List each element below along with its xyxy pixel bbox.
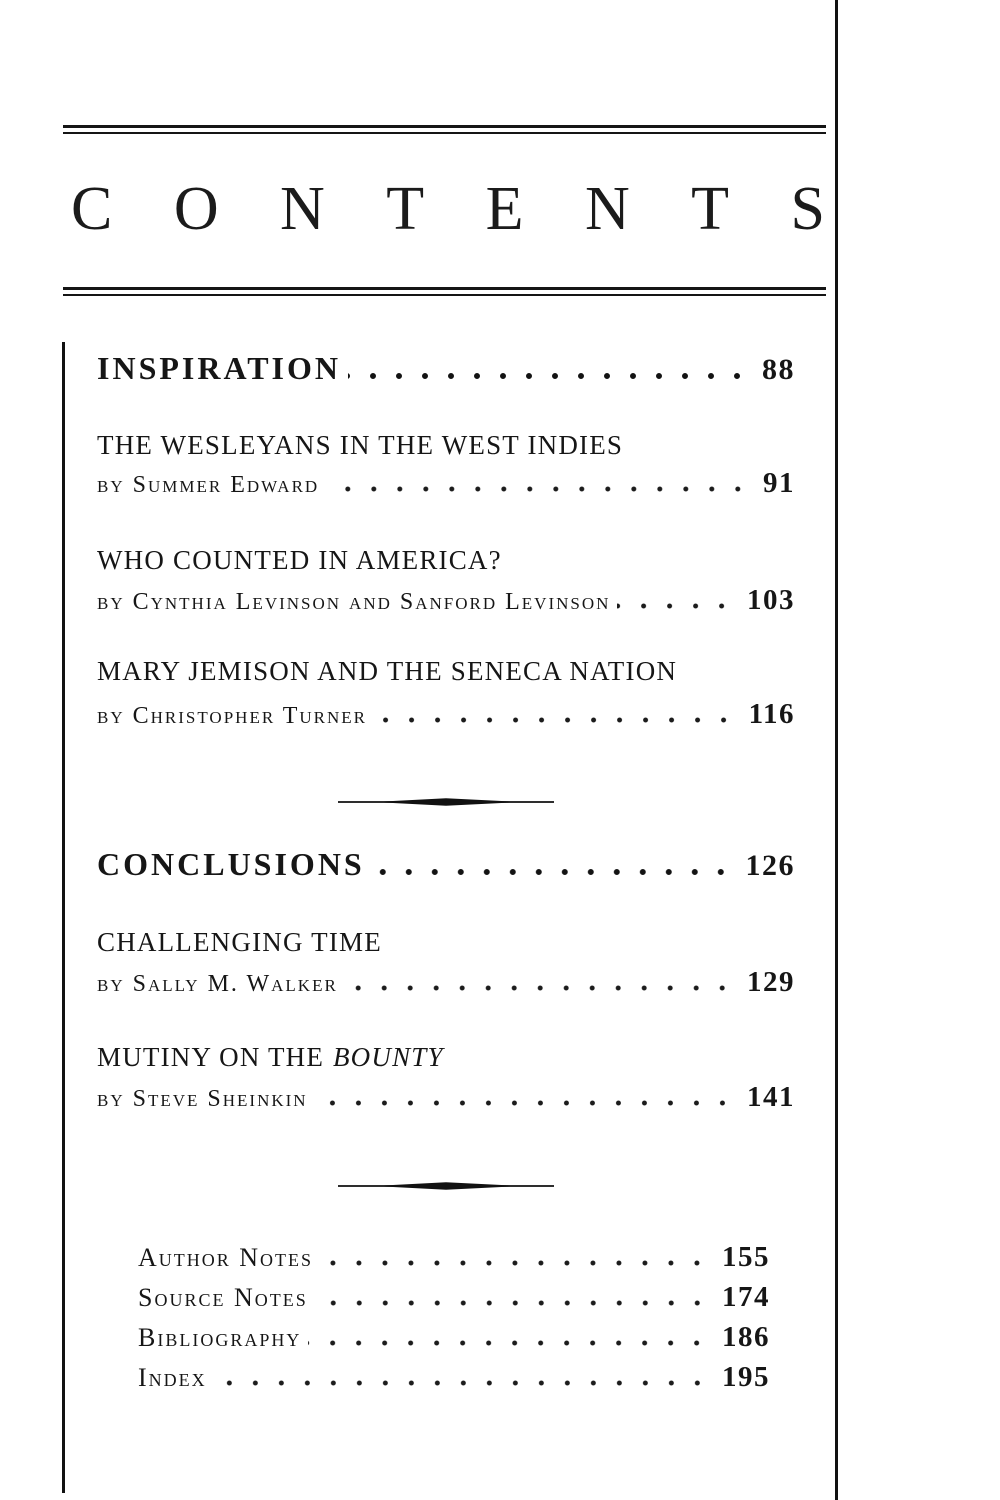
toc-article-title [97, 1044, 795, 1071]
backmatter-row [138, 1283, 770, 1312]
toc-byline: by Steve Sheinkin [97, 1086, 308, 1112]
toc-article-title-text: MARY JEMISON AND THE SENECA NATION [97, 656, 678, 686]
double-rule-top [63, 125, 826, 134]
toc-byline: by Christopher Turner [97, 703, 368, 729]
backmatter-label: Author Notes [138, 1243, 314, 1272]
backmatter-label: Source Notes [138, 1283, 308, 1312]
toc-article-title-text: THE WESLEYANS IN THE WEST INDIES [97, 430, 624, 460]
toc-byline: by Cynthia Levinson and Sanford Levinson [97, 589, 611, 615]
toc-article-title-roman: MUTINY ON THE [97, 1042, 325, 1072]
toc-page-number: 91 [763, 467, 795, 499]
toc-byline-row [97, 968, 795, 997]
backmatter-page-number: 195 [722, 1361, 770, 1393]
toc-article-title-text: CHALLENGING TIME [97, 927, 382, 957]
backmatter-row [138, 1243, 770, 1272]
backmatter-row [138, 1363, 770, 1392]
toc-article-title [97, 658, 795, 685]
toc-section-row-inspiration [97, 352, 795, 385]
toc-article-title [97, 929, 795, 956]
table-of-contents [97, 340, 795, 1392]
double-rule-bottom [63, 287, 826, 296]
dot-leader [315, 1083, 739, 1112]
toc-article-title-italic: BOUNTY [332, 1042, 444, 1072]
toc-section-label: INSPIRATION [97, 350, 341, 386]
toc-page-number: 141 [747, 1081, 795, 1113]
toc-byline: by Sally M. Walker [97, 971, 338, 997]
section-divider [338, 797, 554, 807]
dot-leader [315, 1283, 714, 1312]
dot-leader [308, 1323, 714, 1352]
toc-page-number: 126 [745, 849, 795, 882]
toc-page-number: 116 [748, 698, 795, 730]
page-edge-line-left [62, 342, 65, 1493]
toc-section-row-conclusions [97, 848, 795, 881]
toc-section-label: CONCLUSIONS [97, 846, 365, 882]
toc-byline-row [97, 700, 795, 729]
backmatter-row [138, 1323, 770, 1352]
toc-byline: by Summer Edward [97, 472, 320, 498]
backmatter-page-number: 155 [722, 1241, 770, 1273]
toc-page-number: 129 [747, 966, 795, 998]
toc-article-title [97, 432, 795, 459]
backmatter-page-number: 186 [722, 1321, 770, 1353]
backmatter-page-number: 174 [722, 1281, 770, 1313]
toc-page-number: 103 [747, 584, 795, 616]
dot-leader [345, 968, 739, 997]
dot-leader [326, 469, 755, 498]
backmatter-label: Bibliography [138, 1323, 302, 1352]
toc-article-title-text: WHO COUNTED IN AMERICA? [97, 545, 502, 575]
dot-leader [320, 1243, 714, 1272]
dot-leader [374, 700, 741, 729]
toc-byline-row [97, 469, 795, 498]
section-divider [338, 1181, 554, 1191]
dot-leader [214, 1363, 714, 1392]
backmatter-label: Index [138, 1363, 207, 1392]
page-title: C O N T E N T S [71, 175, 825, 243]
page-edge-line-right [835, 0, 838, 1500]
toc-byline-row [97, 1083, 795, 1112]
backmatter-list [138, 1243, 770, 1392]
toc-byline-row [97, 586, 795, 615]
toc-article-title [97, 547, 795, 574]
toc-page-number: 88 [762, 353, 795, 386]
dot-leader [617, 586, 739, 615]
dot-leader [348, 352, 754, 385]
dot-leader [372, 848, 738, 881]
